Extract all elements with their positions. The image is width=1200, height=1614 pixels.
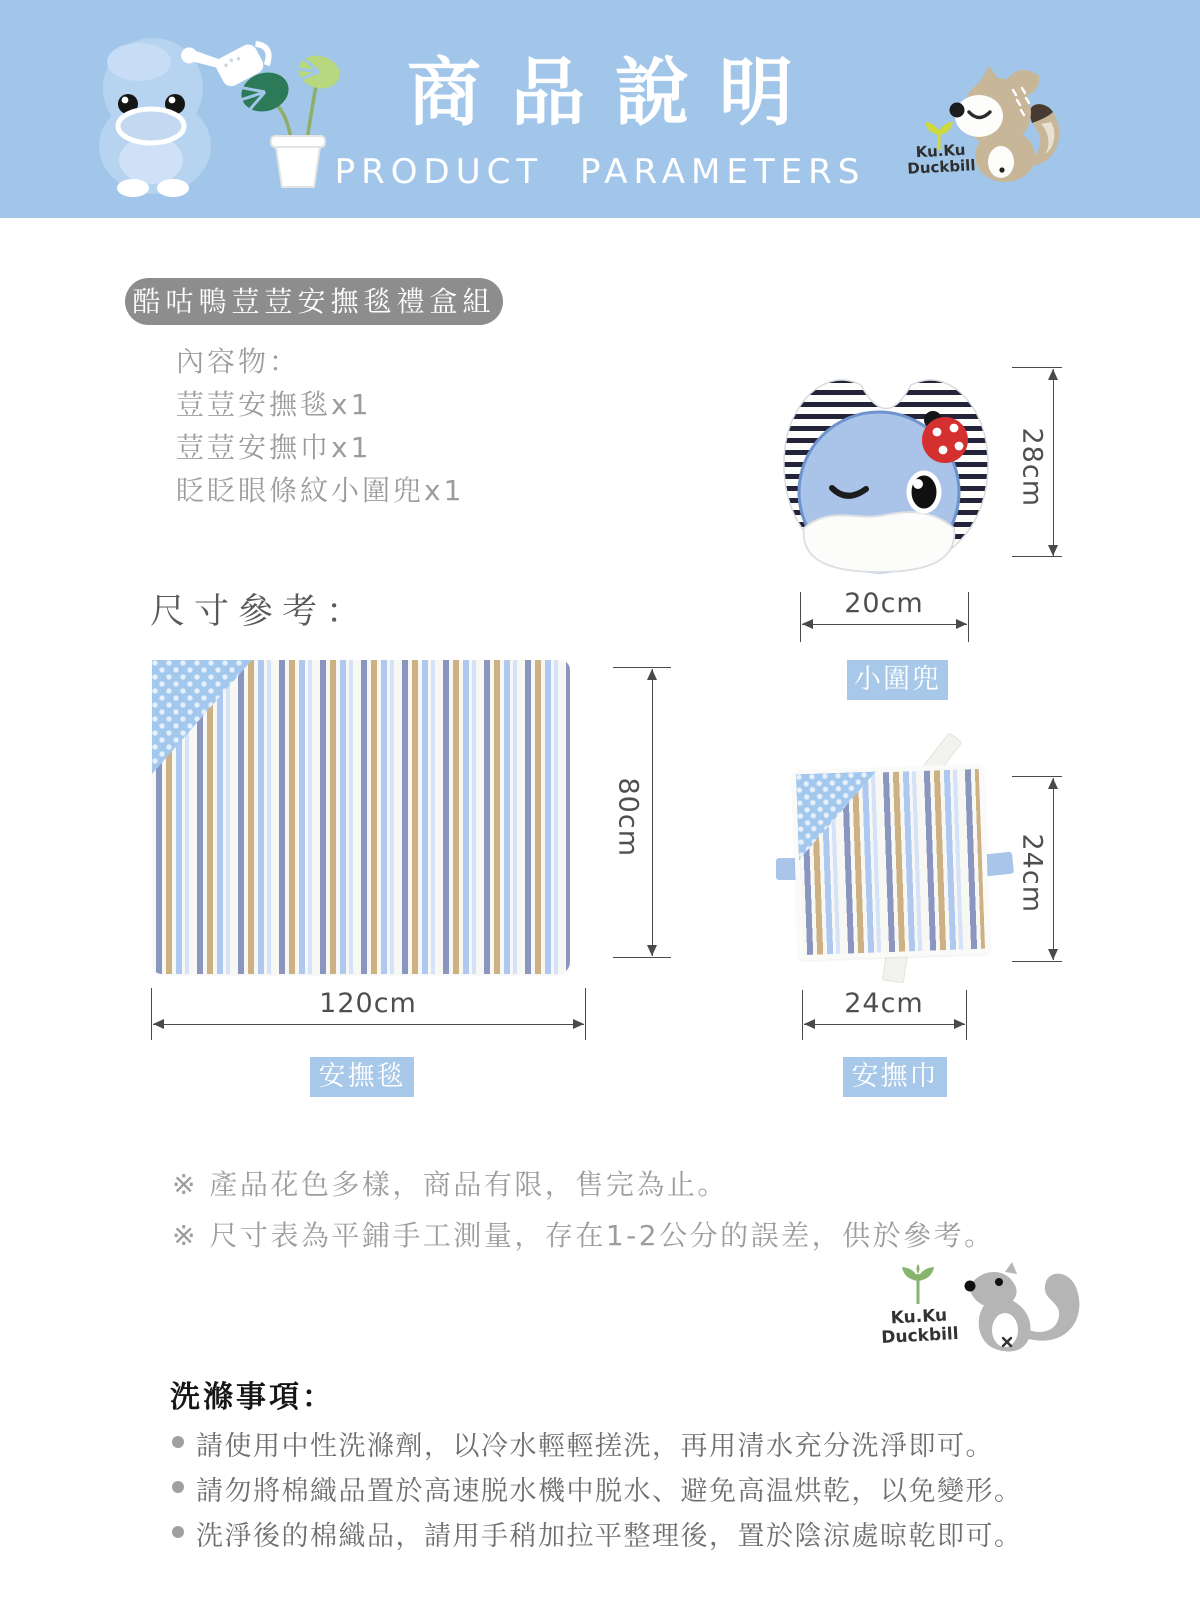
blanket-width-label: 120cm bbox=[319, 988, 417, 1019]
dimension-tick bbox=[585, 988, 586, 1040]
bullet-icon bbox=[172, 1436, 184, 1448]
dimension-tick bbox=[968, 592, 969, 642]
dimension-tick bbox=[613, 957, 671, 958]
brand-line1: Ku.Ku bbox=[915, 140, 966, 162]
dimension-line bbox=[1053, 369, 1054, 556]
blanket-folded-corner bbox=[152, 660, 252, 774]
contents-list bbox=[176, 340, 464, 512]
sprout-icon bbox=[900, 1264, 936, 1306]
arrow-down-icon bbox=[1048, 949, 1058, 960]
blanket-name-label: 安撫毯 bbox=[310, 1057, 414, 1097]
bullet-icon bbox=[172, 1481, 184, 1493]
dimension-tick bbox=[1012, 776, 1062, 777]
dimension-tick bbox=[966, 990, 967, 1040]
page-subtitle: PRODUCT PARAMETERS bbox=[334, 152, 866, 192]
washing-heading: 洗滌事項： bbox=[170, 1380, 335, 1415]
contents-item: 荳荳安撫毯x1 bbox=[176, 388, 372, 421]
product-name-badge: 酷咕鴨荳荳安撫毯禮盒組 bbox=[125, 278, 503, 325]
brand-logo-text bbox=[871, 1306, 968, 1349]
dimension-line bbox=[804, 1024, 965, 1025]
washing-item: 請勿將棉織品置於高速脱水機中脱水、避免高温烘乾，以免變形。 bbox=[196, 1476, 1023, 1507]
dimension-tick bbox=[1012, 961, 1062, 962]
contents-item: 荳荳安撫巾x1 bbox=[176, 431, 372, 464]
bib-height-label: 28cm bbox=[1016, 427, 1048, 508]
dimension-line bbox=[153, 1024, 584, 1025]
arrow-up-icon bbox=[1048, 369, 1058, 380]
bib-name-label: 小圍兜 bbox=[847, 660, 948, 700]
arrow-right-icon bbox=[956, 619, 967, 629]
dimension-line bbox=[1053, 778, 1054, 960]
arrow-left-icon bbox=[804, 1019, 815, 1029]
dimension-line bbox=[652, 669, 653, 956]
fox-mascot-illustration bbox=[945, 62, 1070, 184]
note-line: ※ 產品花色多樣，商品有限，售完為止。 bbox=[172, 1168, 728, 1201]
towel-name-label: 安撫巾 bbox=[843, 1057, 947, 1097]
blanket-product-image bbox=[152, 660, 570, 974]
blanket-height-label: 80cm bbox=[612, 777, 644, 858]
open-eye bbox=[909, 473, 939, 511]
contents-label: 內容物： bbox=[176, 345, 301, 378]
towel-height-label: 24cm bbox=[1016, 833, 1048, 914]
arrow-left-icon bbox=[153, 1019, 164, 1029]
arrow-down-icon bbox=[1048, 545, 1058, 556]
squirrel-mascot-illustration bbox=[963, 1258, 1093, 1358]
dimension-tick bbox=[151, 988, 152, 1040]
washing-item: 請使用中性洗滌劑，以冷水輕輕搓洗，再用清水充分洗淨即可。 bbox=[196, 1431, 994, 1462]
banner bbox=[0, 0, 1200, 218]
size-reference-heading: 尺寸參考： bbox=[150, 592, 371, 632]
duck-bill bbox=[804, 512, 955, 572]
dimension-line bbox=[802, 624, 967, 625]
brand-line1: Ku.Ku bbox=[890, 1305, 948, 1329]
brand-line2: Duckbill bbox=[880, 1323, 960, 1348]
towel-width-label: 24cm bbox=[844, 988, 924, 1019]
dimension-tick bbox=[613, 667, 671, 668]
towel-product-image bbox=[792, 764, 991, 961]
dimension-tick bbox=[1012, 367, 1062, 368]
arrow-up-icon bbox=[1048, 778, 1058, 789]
arrow-right-icon bbox=[573, 1019, 584, 1029]
page-title: 商品說明 bbox=[407, 50, 823, 136]
towel-side-tab bbox=[984, 852, 1014, 877]
note-line: ※ 尺寸表為平鋪手工測量，存在1-2公分的誤差，供於參考。 bbox=[172, 1219, 995, 1252]
arrow-down-icon bbox=[647, 945, 657, 956]
bullet-icon bbox=[172, 1526, 184, 1538]
washing-item: 洗淨後的棉織品，請用手稍加拉平整理後，置於陰涼處晾乾即可。 bbox=[196, 1521, 1023, 1552]
bib-product-image bbox=[775, 366, 997, 578]
towel-folded-corner bbox=[796, 771, 879, 860]
contents-item: 眨眨眼條紋小圍兜x1 bbox=[176, 474, 465, 507]
arrow-up-icon bbox=[647, 669, 657, 680]
arrow-left-icon bbox=[802, 619, 813, 629]
brand-line2: Duckbill bbox=[906, 156, 976, 178]
arrow-right-icon bbox=[954, 1019, 965, 1029]
dimension-tick bbox=[1012, 556, 1062, 557]
bib-width-label: 20cm bbox=[844, 588, 924, 619]
